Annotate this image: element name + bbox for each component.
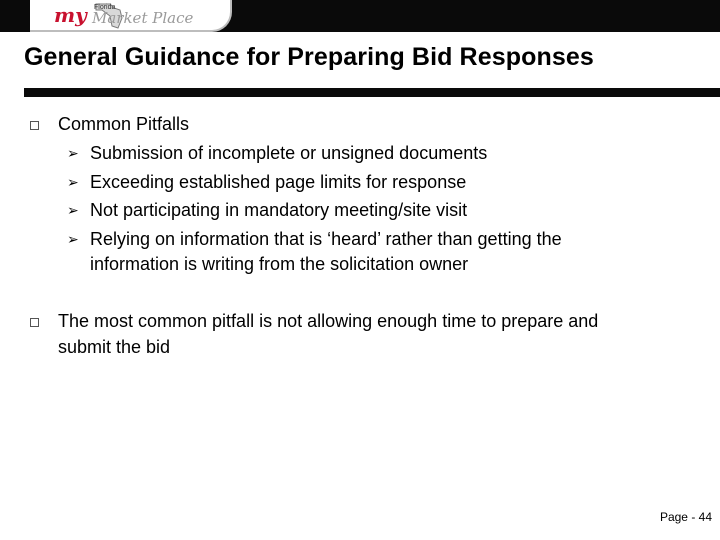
logo-name: Market Place <box>92 9 194 27</box>
sub-bullet-text: Submission of incomplete or unsigned documents <box>90 143 488 163</box>
logo-state: Florida <box>94 4 116 11</box>
square-bullet-icon <box>30 121 39 130</box>
bullet-text: Common Pitfalls <box>58 114 190 134</box>
sub-bullet-text: Exceeding established page limits for response <box>90 172 467 192</box>
logo <box>30 0 232 32</box>
sub-bullet-continuation: information is writing from the solicitation owner <box>90 254 469 274</box>
arrow-bullet-icon: ➢ <box>67 202 79 218</box>
page-number: Page - 44 <box>659 510 712 524</box>
arrow-bullet-icon: ➢ <box>67 174 79 190</box>
sub-bullet-text: Relying on information that is ‘heard’ rather than getting the <box>90 229 562 249</box>
arrow-bullet-icon: ➢ <box>67 231 79 247</box>
arrow-bullet-icon: ➢ <box>67 145 79 161</box>
logo-prefix: my <box>54 3 87 27</box>
page-title: General Guidance for Preparing Bid Responses <box>24 43 594 71</box>
bullet-continuation: submit the bid <box>58 337 171 357</box>
bullet-text: The most common pitfall is not allowing enough time to prepare and <box>58 311 599 331</box>
sub-bullet-text: Not participating in mandatory meeting/site visit <box>90 200 468 220</box>
logo-graphic <box>30 0 232 32</box>
title-divider <box>24 88 720 97</box>
square-bullet-icon <box>30 318 39 327</box>
